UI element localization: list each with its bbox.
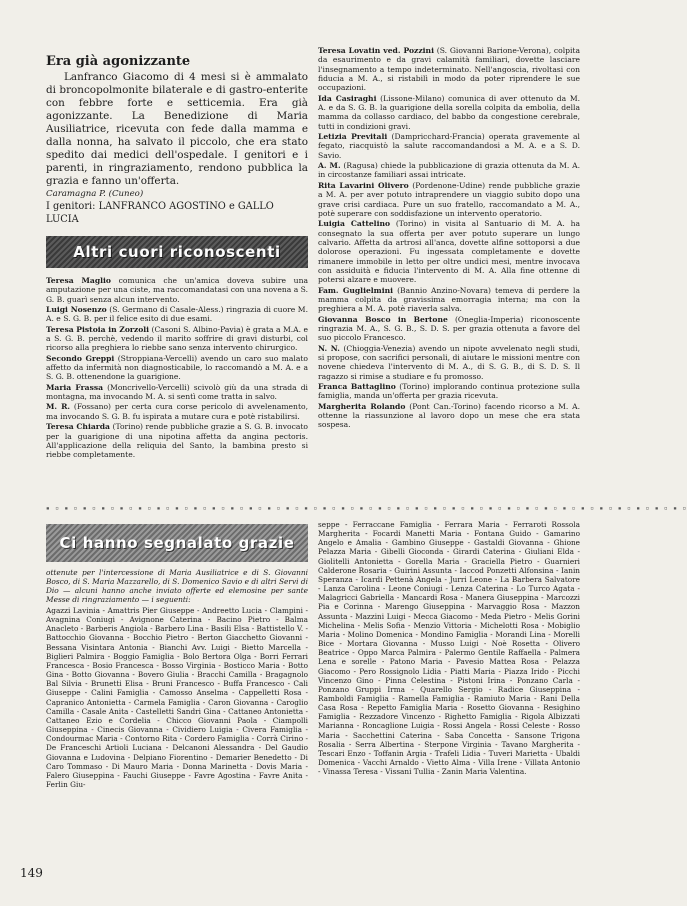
grazie-left-column [46, 520, 308, 789]
grace-entry-name: Teresa Lovatin ved. Pozzini [318, 46, 434, 55]
story-title: Era già agonizzante [46, 54, 191, 69]
grace-entry-text: (Pont Can.-Torino) facendo ricorso a M. A. ottenne la riassunzione al lavoro dopo un mese che era stata sospesa. [318, 401, 580, 430]
grace-entry [46, 354, 308, 382]
grace-entry-name: Rita Lavarini Olivero [318, 180, 409, 190]
grace-entry [318, 181, 580, 218]
grace-entry [46, 422, 308, 459]
grace-entry-name: M. R. [46, 402, 71, 412]
grace-entry [318, 402, 580, 430]
grace-entry [46, 305, 308, 324]
grace-entry-name: Ida Casiraghi [318, 93, 377, 103]
grace-entry-name: Teresa Maglio [46, 276, 111, 285]
grace-entry-text: (Chioggia-Venezia) avendo un nipote avvelenato negli studi, si propose, con sacrifici personali, di aiutare le missioni mentre con novene chiedeva l'intervento di M. A., di S. G. B., di S. D. S. Il ragazzo si rimise a studiare e fu promosso. [318, 343, 580, 381]
grace-entry-text: (S. Giovanni Barione-Verona), colpita da esaurimento e da gravi calamità familiari, dovette lasciare l'insegnamento a tempo indeterminato. Nell'angoscia, rivoltasi con fiducia a M. A., si ristabilì in modo da poter riprendere le sue occupazioni. [318, 46, 580, 93]
grace-entry [46, 402, 308, 421]
grazie-right-column [318, 520, 580, 776]
grace-entry [318, 315, 580, 343]
banner-ci-hanno-segnalato-label: Ci hanno segnalato grazie [59, 534, 295, 552]
grace-entry [318, 132, 580, 160]
banner-ci-hanno-segnalato [46, 524, 308, 562]
grace-entry-name: Luigia Cattelino [318, 219, 391, 229]
grace-entry-name: Margherita Rolando [318, 401, 406, 411]
grace-entry [46, 276, 308, 304]
grace-entry-name: Luigi Nosenzo [46, 305, 107, 315]
grace-entry-text: (Torino) in visita al Santuario di M. A. ha consegnato la sua offerta per aver potuto superare un lungo calvario. Affetta da artrosi all'anca, dovette alfine sottoporsi a due dolorose operazioni. Fu ingessata completamente e dovette rimanere immobile in letto per oltre undici mesi, mentre invocava con assiduità e fiducia l'intervento di M. A. Alla fine ottenne di potersi alzare e muovere. [318, 219, 581, 285]
grace-entry [318, 219, 580, 284]
grace-entry-text: (Lissone-Milano) comunica di aver ottenuto da M. A. e da S. G. B. la guarigione della sorella colpita da embolia, della mamma da collasso cardiaco, del babbo da congestione cerebrale, tutti in condizioni gravi. [318, 93, 581, 131]
grace-entry-name: A. M. [318, 161, 341, 171]
story-body [46, 71, 308, 188]
grace-entry-name: Teresa Chiarda [46, 422, 110, 432]
grace-entry-text: (Ragusa) chiede la pubblicazione di grazia ottenuta da M. A. in circostanze familiari assai intricate. [318, 161, 580, 180]
grace-entry-name: Maria Frassa [46, 382, 104, 392]
story-place: Caramagna P. (Cuneo) [46, 189, 144, 199]
section-divider: ▪ ▫ ▪ ▫ ▪ ▫ ▪ ▫ ▪ ▫ ▪ ▫ ▪ ▫ ▪ ▫ ▪ ▫ ▪ ▫ ▪ ▫ ▪ ▫ ▪ ▫ ▪ ▫ ▪ ▫ ▪ ▫ ▪ ▫ ▪ ▫ ▪ ▫ ▪ ▫ ▪ ▫ ▪ ▫ ▪ ▫ ▪ ▫ ▪ ▫ ▪ ▫ ▪ ▫ ▪ ▫ ▪ ▫ ▪ ▫ ▪ ▫ ▪ ▫ ▪ ▫ ▪ ▫ ▪ ▫ [46, 505, 687, 512]
story-text: Lanfranco Giacomo di 4 mesi si è ammalato di broncopolmonite bilaterale e di gastro-enterite con febbre forte e setticemia. Era già agonizzante. La Benedizione di Maria Ausiliatrice, ricevuta con fede dalla mamma e dalla nonna, ha salvato il piccolo, che era stato spedito dai medici dell'ospedale. I genitori e i parenti, in ringraziamento, rendono pubblica la grazia e fanno un'offerta. [46, 71, 308, 187]
right-entries-list [318, 46, 580, 430]
grace-entry-text: (Dampricchard-Francia) operata gravemente al fegato, riacquistò la salute raccomandandosi a M. A. e a S. D. Savio. [318, 132, 580, 160]
grace-entry-text: (Stroppiana-Vercelli) avendo un caro suo malato affetto da infermità non diagnosticabile, lo raccomandò a M. A. e a S. G. B. ottenendone la guarigione. [46, 353, 308, 382]
grace-entry [318, 94, 580, 131]
grazie-names-left: Agazzi Lavinia - Amattris Pier Giuseppe - Andreetto Lucia - Clampini - Avagnina Coniugi - Avignone Caterina - Bacino Pietro - Balma Anacleto - Barberis Angiola - Barbero Lina - Basili Elsa - Battistello V. - Battocchio Giovanna - Bocchio Pietro - Berton Giacchetto Giovanni - Bessana Visintara Antonia - Bianchi Avv. Luigi - Bietto Marcella - Biglieri Palmira - Boggio Famiglia - Bolo Bertora Olga - Borri Ferrari Francesca - Bosio Francesca - Bosso Virginia - Bosticco Maria - Botto Gina - Botto Giovanna - Bovero Giulia - Bracchi Camilla - Bragagnolo Bal Silvia - Brunetti Elisa - Bruni Francesco - Buffa Francesco - Cali Giuseppe - Calini Famiglia - Camosso Anselma - Cappelletti Rosa - Capranico Antonietta - Carmela Famiglia - Caron Giovanna - Caroglio Camilla - Casale Anita - Castelletti Sandri Gina - Cattaneo Antonietta - Cattaneo Ezio e Cordelia - Chicco Giovanni Paola - Ciampolli Giuseppina - Cinecis Giovanna - Cividiero Luigia - Civera Famiglia - Condourmac Maria - Contorno Rita - Cordero Famiglia - Corrà Cirino - De Franceschi Artioli Luciana - Delcanoni Alessandra - Del Gaudio Giovanna e Ludovina - Delpiano Fiorentino - Demarier Benedetto - Di Caro Tommaso - Di Mauro Maria - Donna Marinetta - Dovis Maria - Falero Giuseppina - Fauchi Giuseppe - Favre Agostina - Favre Anita - Ferlin Giu- [46, 606, 308, 789]
grace-entry-name: Fam. Guglielmini [318, 285, 393, 295]
page-number: 149 [20, 866, 43, 880]
grace-entry-text: comunica che un'amica doveva subire una amputazione per una ciste, ma raccomandatasi con una novena a S. G. B. guarì senza alcun intervento. [46, 276, 308, 304]
grace-entry-name: Teresa Pistoia in Zorzoli [46, 324, 150, 334]
grace-entry-name: Giovanna Bosco in Bertone [318, 314, 448, 324]
right-column [318, 46, 580, 431]
grazie-intro: ottenute per l'intercessione di Maria Ausiliatrice e di S. Giovanni Bosco, di S. Maria Mazzarello, di S. Domenico Savio e di altri Servi di Dio — alcuni hanno anche inviato offerte ed elemosine per sante Messe di ringraziamento — i seguenti: [46, 568, 308, 604]
grace-entry-text: (S. Germano di Casale-Aless.) ringrazia di cuore M. A. e S. G. B. per il felice esito di due esami. [46, 305, 308, 324]
grace-entry-text: (Moncrivello-Vercelli) scivolò giù da una strada di montagna, ma invocando M. A. si sentì come tratta in salvo. [46, 382, 308, 402]
grace-entry-name: Letizia Previtali [318, 132, 388, 142]
grace-entry [46, 383, 308, 402]
grace-entry-name: Franca Battaglino [318, 382, 396, 392]
grace-entry-text: (Oneglia-Imperia) riconoscente ringrazia M. A., S. G. B., S. D. S. per grazia ottenuta a favore del suo piccolo Francesco. [318, 314, 580, 343]
grace-entry-text: (Torino) rende pubbliche grazie a S. G. B. invocato per la guarigione di una nipotina affetta da angina pectoris. All'applicazione della reliquia del Santo, la bambina presto si riebbe completamente. [46, 422, 308, 460]
story-parents: I genitori: LANFRANCO AGOSTINO e GALLO LUCIA [46, 201, 274, 225]
banner-altri-cuori [46, 236, 308, 268]
grazie-names-right: seppe - Ferraccane Famiglia - Ferrara Maria - Ferraroti Rossola Margherita - Focardi Manetti Maria - Fontana Guido - Gamarino Angelo e Amalia - Gambino Giuseppe - Gastaldi Giovanna - Ghione Pelazza Maria - Gibelli Gioconda - Girardi Caterina - Giuliani Elda - Giolitelli Antonietta - Gorella Maria - Graciella Pietro - Guarnieri Calderone Rosaria - Guirini Assunta - Iaccod Ponzetti Alfonsina - Ianin Speranza - Icardi Pettenà Angela - Jurri Leone - La Barbera Salvatore - Lanza Carolina - Leone Coniugi - Lenza Caterina - Lo Turco Agata - Malagricci Gabriella - Mancardi Rosa - Manera Giuseppina - Marcozzi Pia e Corinna - Marengo Giuseppina - Marvaggio Rosa - Mazzon Assunta - Mazzini Luigi - Mecca Giacomo - Meda Pietro - Melis Gorini Michelina - Melis Sofia - Menzio Vittoria - Michelotti Rosa - Mobiglio Maria - Molino Domenica - Mondino Famiglia - Morandi Lina - Morelli Bice - Mortara Giovanna - Musso Luigi - Noè Rosetta - Olivero Beatrice - Oppo Marca Palmira - Palermo Gentile Raffaella - Palmera Lena e sorelle - Patono Maria - Pavesio Mattea Rosa - Pelazza Giacomo - Pero Rossignolo Lidia - Piatti Maria - Piazza Irido - Picchi Vincenzo Gino - Pinna Celestina - Pistoni Irina - Ponzano Carla - Ponzano Gruppi Irma - Quarello Sergio - Radice Giuseppina - Ramboldi Famiglia - Ramella Famiglia - Ramiuto Maria - Rani Della Casa Rosa - Repetto Famiglia Maria - Rosetto Giovanna - Resighino Famiglia - Rezzadore Vincenzo - Righetto Famiglia - Rigola Albizzati Marianna - Roncaglione Luigia - Rossi Angela - Rossi Celeste - Rosso Maria - Sacchettini Caterina - Saba Concetta - Sansone Trigona Rosalia - Serra Albertina - Sterpone Virginia - Tavano Margherita - Tescari Enzo - Toffanin Argia - Trafeli Lidia - Tuveri Marietta - Ubaldi Domenica - Vacchi Arnaldo - Vietto Alma - Villa Irene - Villata Antonio - Vinassa Teresa - Vissani Tullia - Zanin Maria Valentina. [318, 520, 580, 777]
banner-altri-cuori-label: Altri cuori riconoscenti [73, 243, 281, 261]
grace-entry [318, 46, 580, 93]
grace-entry-text: (Pordenone-Udine) rende pubbliche grazie a M. A. per aver potuto intraprendere un viaggio subito dopo una grave crisi cardiaca. Pure un suo fratello, raccomandato a M. A., potè superare con soddisfazione un intervento operatorio. [318, 180, 580, 218]
grace-entry [318, 344, 580, 381]
grace-entry [318, 161, 580, 180]
grace-entry-text: (Fossano) per certa cura corse pericolo di avvelenamento, ma invocando S. G. B. fu ispirata a mutare cura e potè ristabilirsi. [46, 402, 308, 421]
grace-entry [318, 382, 580, 401]
grace-entry [46, 325, 308, 353]
left-entries-list [46, 276, 308, 460]
grace-entry-text: (Casoni S. Albino-Pavia) è grata a M.A. e a S. G. B. perchè, vedendo il marito soffrire di gravi disturbi, col ricorso alla preghiera lo riebbe sano senza intervento chirurgico. [46, 324, 309, 353]
left-column [46, 46, 308, 461]
grace-entry-name: N. N. [318, 343, 340, 353]
grace-entry-text: (Bannio Anzino-Novara) temeva di perdere la mamma colpita da gravissima emorragia interna; ma con la preghiera a M. A. potè riaverla salva. [318, 285, 580, 314]
grace-entry [318, 286, 580, 314]
grace-entry-text: (Torino) implorando continua protezione sulla famiglia, manda un'offerta per grazia ricevuta. [318, 382, 580, 401]
grace-entry-name: Secondo Greppi [46, 353, 115, 363]
